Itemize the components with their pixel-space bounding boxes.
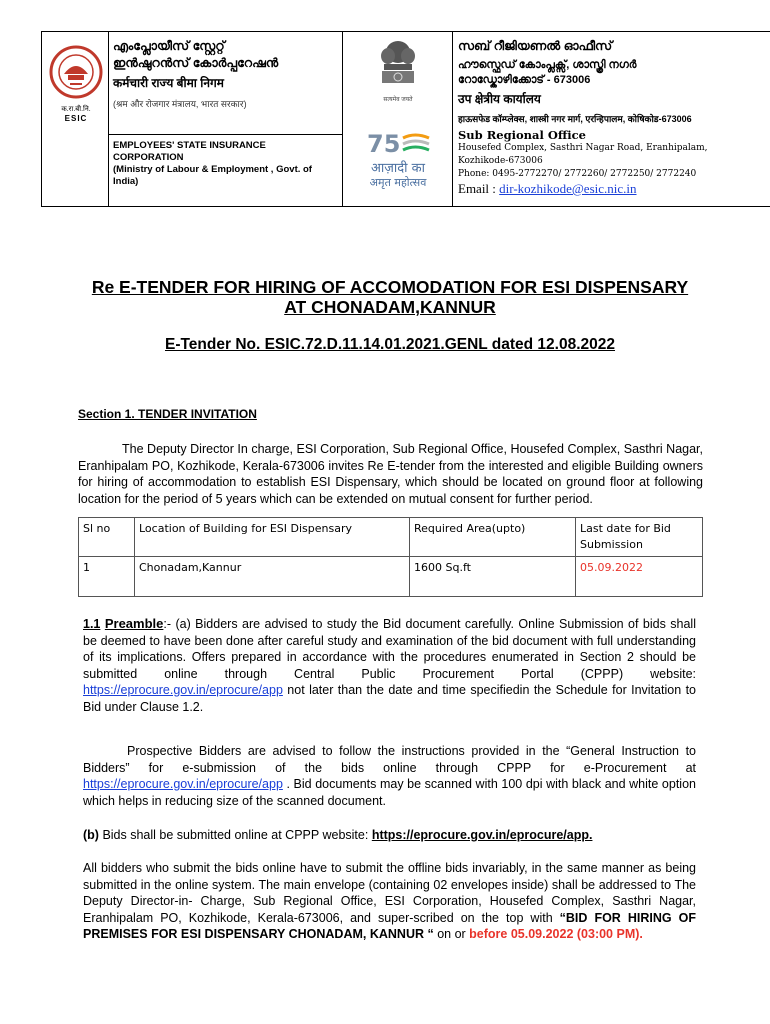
prospective-paragraph <box>83 743 696 809</box>
hi-address: हाऊसफेड कॉम्प्लेक्स, शास्त्री नगर मार्ग, एरन्हिपालम, कोषिकोड-673006 <box>458 114 692 124</box>
header-area: Required Area(upto) <box>410 518 576 557</box>
ml-org-line2: ഇൻഷുറൻസ് കോർപ്പറേഷൻ <box>113 56 279 70</box>
clause-b-text: Bids shall be submitted online at CPPP website: <box>98 828 372 842</box>
hi-ministry: (श्रम और रोजगार मंत्रालय, भारत सरकार) <box>113 99 247 109</box>
ml-office: സബ് റീജിയണൽ ഓഫീസ് <box>458 39 613 53</box>
esic-logo-hindi: क.रा.बी.नि. <box>61 106 91 113</box>
location-table <box>78 517 703 597</box>
en-address2: Kozhikode-673006 <box>458 156 543 166</box>
ml-address2: റോഡ്കോഴിക്കോട് - 673006 <box>458 74 591 86</box>
offline-text: All bidders who submit the bids online have to submit the offline bids invariably, in the same manner as being submitted in the online system. The main envelope (containing 02 envelopes inside) shall be addressed to The Deputy Director-in- Charge, Sub Regional Office, ESI Corporation, Housefed Complex, Sasthri Nagar, Eranhipalam PO, Kozhikode, Kerala-673006, and super-scribed on the top with <box>83 861 696 925</box>
svg-text:75: 75 <box>367 130 401 156</box>
tender-no-value: . ESIC.72.D.11.14.01.2021.GENL dated 12.08.2022 <box>255 336 616 353</box>
superscription: “BID FOR HIRING OF PREMISES FOR ESI DISPENSARY CHONADAM, KANNUR “ <box>83 910 696 941</box>
preamble-number: 1.1 <box>83 617 101 631</box>
preamble-paragraph <box>83 616 696 715</box>
ml-address1: ഹൗസ്ഫെഡ് കോംപ്ലക്സ്, ശാസ്ത്രി നഗർ <box>458 59 637 71</box>
phone: Phone: 0495-2772270/ 2772260/ 2772250/ 2772240 <box>458 169 697 179</box>
cppp-link-2[interactable]: https://eprocure.gov.in/eprocure/app <box>83 777 283 791</box>
office-details <box>458 38 770 197</box>
cppp-link[interactable]: https://eprocure.gov.in/eprocure/app <box>83 683 283 697</box>
esic-logo-abbr: ESIC <box>64 114 88 123</box>
deadline: before 05.09.2022 (03:00 PM). <box>469 927 643 941</box>
email-label: Email : <box>458 181 500 196</box>
page-title: Re E-TENDER FOR HIRING OF ACCOMODATION FOR ESI DISPENSARY AT CHONADAM,KANNUR <box>91 277 689 317</box>
en-address1: Housefed Complex, Sasthri Nagar Road, Eranhipalam, <box>458 143 708 153</box>
azadi-line1: आज़ादी का <box>370 161 426 176</box>
prospective-text-end: . Bid documents may be scanned with 100 dpi with black and white option which helps in reducing size of the scanned document. <box>83 777 696 808</box>
tender-number <box>80 336 700 354</box>
clause-b-url: https://eprocure.gov.in/eprocure/app. <box>371 828 593 842</box>
esic-logo <box>48 44 104 123</box>
tender-no-label: E-Tender No <box>164 336 256 353</box>
cell-sl-no: 1 <box>79 557 135 597</box>
org-names <box>113 38 339 111</box>
ml-org-line1: എംപ്ലോയീസ് സ്റ്റേറ്റ് <box>113 39 225 53</box>
header-location: Location of Building for ESI Dispensary <box>135 518 410 557</box>
table-row <box>79 557 703 597</box>
prospective-text: Prospective Bidders are advised to follow the instructions provided in the “General Instruction to Bidders” for e-submission of the bids online through CPPP for e-Procurement at <box>83 744 696 775</box>
hi-office: उप क्षेत्रीय कार्यालय <box>458 92 541 106</box>
preamble-text: :- (a) Bidders are advised to study the Bid document carefully. Online Submission of bids shall be deemed to have been done after careful study and examination of the bid document with full understanding of its implications. Offers prepared in accordance with the procedures enumerated in Section 2 should be submitted online through Central Public Procurement Portal (CPPP) website: <box>83 617 696 681</box>
azadi-75-icon <box>363 130 433 156</box>
en-office: Sub Regional Office <box>458 128 586 142</box>
email-line <box>458 181 770 197</box>
on-or: on or <box>433 927 470 941</box>
en-org <box>113 140 339 188</box>
cell-area: 1600 Sq.ft <box>410 557 576 597</box>
ashoka-emblem-icon <box>376 38 420 90</box>
azadi-logo <box>348 130 448 190</box>
hi-org-name: कर्मचारी राज्य बीमा निगम <box>113 76 224 90</box>
preamble-text-end: not later than the date and time specifiedin the Schedule for Invitation to Bid under Clause 1.2. <box>83 683 696 714</box>
header-sl-no: Sl no <box>79 518 135 557</box>
offline-paragraph <box>83 860 696 943</box>
preamble-heading: Preamble <box>104 616 164 631</box>
esic-emblem-icon <box>48 44 104 100</box>
header-last-date: Last date for Bid Submission <box>576 518 703 557</box>
email-link[interactable]: dir-kozhikode@esic.nic.in <box>499 181 637 196</box>
letterhead <box>41 31 770 207</box>
emblem-caption: सत्यमेव जयते <box>383 97 413 103</box>
en-org-name: EMPLOYEES' STATE INSURANCE CORPORATION <box>113 140 266 163</box>
section-heading: Section 1. TENDER INVITATION <box>78 407 257 421</box>
cell-last-date: 05.09.2022 <box>576 557 703 597</box>
table-header-row <box>79 518 703 557</box>
national-emblem <box>358 38 438 103</box>
clause-b <box>83 827 696 844</box>
azadi-line2: अमृत महोत्सव <box>369 176 427 189</box>
invitation-text: The Deputy Director In charge, ESI Corporation, Sub Regional Office, Housefed Complex, Sasthri Nagar, Eranhipalam PO, Kozhikode, Kerala-673006 invites Re E-tender from the interested and eligible Building owners for hiring of accommodation to establish ESI Dispensary, which should be located on ground floor at following location for the period of 5 years which can be extended on mutual consent for further period. <box>78 442 703 506</box>
clause-b-label: (b) <box>83 828 99 842</box>
invitation-paragraph <box>78 441 703 507</box>
en-ministry: (Ministry of Labour & Employment , Govt. of India) <box>113 164 312 187</box>
cell-location: Chonadam,Kannur <box>135 557 410 597</box>
